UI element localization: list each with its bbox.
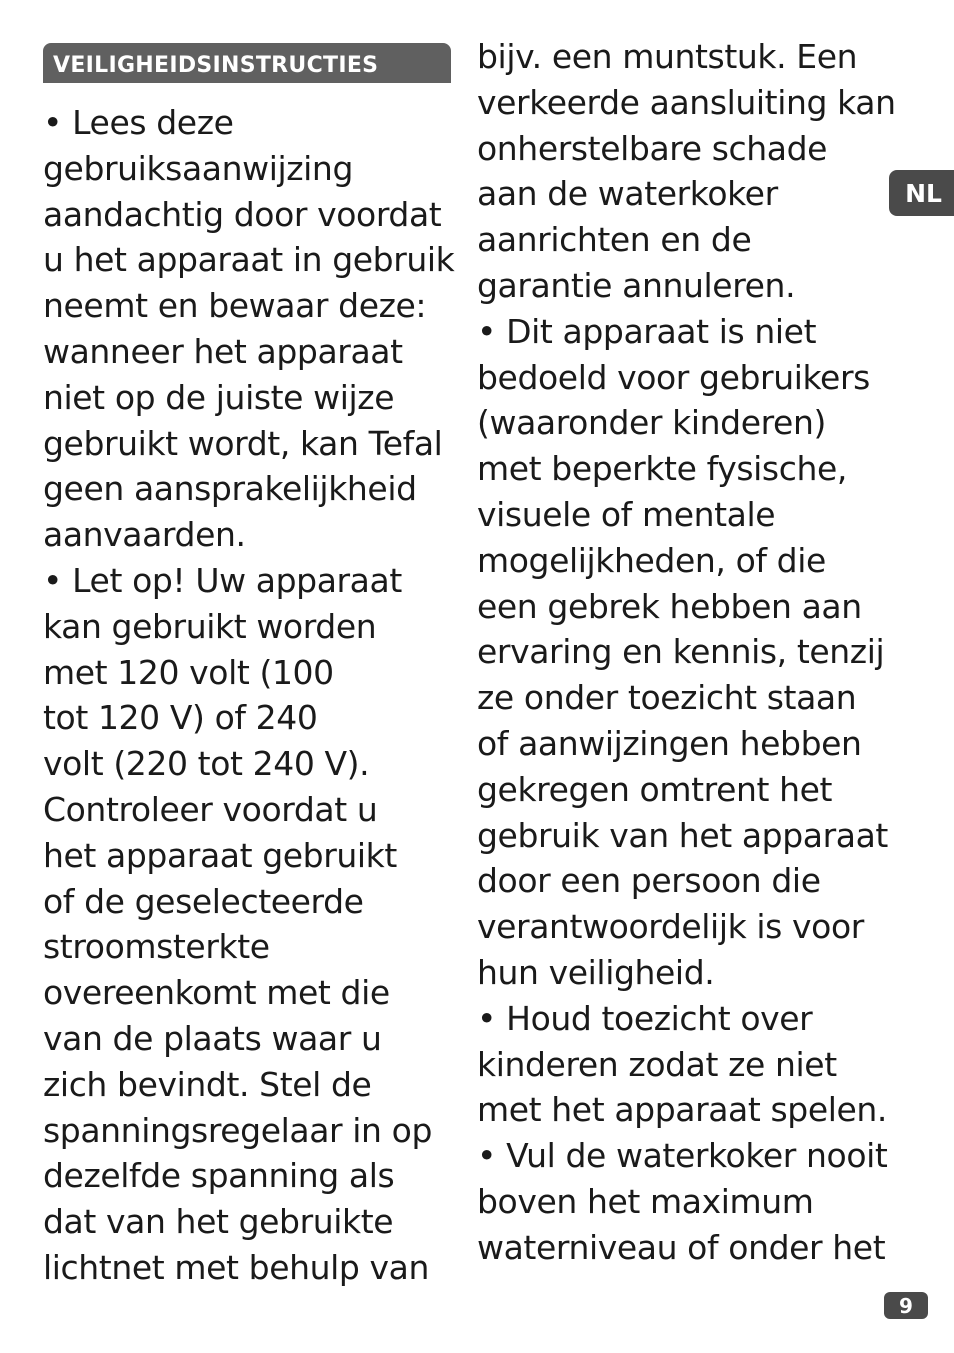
text-line: aan de waterkoker — [477, 174, 778, 214]
text-line: door een persoon die — [477, 861, 821, 901]
text-line: kinderen zodat ze niet — [477, 1044, 837, 1084]
text-line: garantie annuleren. — [477, 265, 796, 305]
text-line: zich bevindt. Stel de — [43, 1064, 372, 1104]
text-line: aanvaarden. — [43, 515, 246, 555]
text-line: verantwoordelijk is voor — [477, 907, 864, 947]
language-label: NL — [905, 178, 942, 208]
text-line: stroomsterkte — [43, 927, 270, 967]
text-line: bijv. een muntstuk. Een — [477, 37, 858, 76]
text-line: onherstelbare schade — [477, 128, 828, 168]
text-line: niet op de juiste wijze — [43, 377, 395, 417]
text-line: gebruikt wordt, kan Tefal — [43, 423, 443, 463]
text-line: • Let op! Uw apparaat — [43, 560, 402, 600]
section-title: VEILIGHEIDSINSTRUCTIES — [53, 52, 379, 78]
text-line: met het apparaat spelen. — [477, 1090, 888, 1130]
left-text-column — [43, 100, 453, 1291]
text-line: verkeerde aansluiting kan — [477, 82, 896, 122]
text-line: volt (220 tot 240 V). — [43, 744, 370, 784]
text-line: Controleer voordat u — [43, 789, 378, 829]
text-line: hun veiligheid. — [477, 952, 715, 992]
text-line: met 120 volt (100 — [43, 652, 334, 692]
text-line: boven het maximum — [477, 1181, 814, 1221]
text-line: met beperkte fysische, — [477, 449, 847, 489]
text-line: geen aansprakelijkheid — [43, 469, 417, 509]
page-number: 9 — [899, 1293, 913, 1318]
text-line: dat van het gebruikte — [43, 1202, 394, 1242]
text-line: • Vul de waterkoker nooit — [477, 1136, 888, 1176]
text-line: waterniveau of onder het — [477, 1227, 886, 1267]
text-line: een gebrek hebben aan — [477, 586, 862, 626]
text-line: dezelfde spanning als — [43, 1156, 395, 1196]
language-tab — [889, 170, 954, 216]
page-number-badge — [884, 1292, 928, 1319]
text-line: u het apparaat in gebruik — [43, 240, 455, 280]
text-line: lichtnet met behulp van — [43, 1247, 430, 1287]
text-line: • Lees deze — [43, 103, 234, 142]
text-line: gekregen omtrent het — [477, 769, 833, 809]
text-line: van de plaats waar u — [43, 1018, 382, 1058]
text-line: mogelijkheden, of die — [477, 540, 826, 580]
text-line: tot 120 V) of 240 — [43, 698, 318, 738]
right-text-column — [477, 34, 896, 1271]
section-header — [43, 43, 451, 83]
text-line: spanningsregelaar in op — [43, 1110, 432, 1150]
text-line: gebruik van het apparaat — [477, 815, 888, 855]
text-line: • Houd toezicht over — [477, 998, 813, 1038]
text-line: het apparaat gebruikt — [43, 835, 397, 875]
text-line: neemt en bewaar deze: — [43, 286, 427, 326]
text-line: gebruiksaanwijzing — [43, 148, 353, 188]
text-line: wanneer het apparaat — [43, 331, 403, 371]
text-line: bedoeld voor gebruikers — [477, 357, 870, 397]
text-line: aandachtig door voordat — [43, 194, 442, 234]
text-line: overeenkomt met die — [43, 973, 390, 1013]
text-line: aanrichten en de — [477, 220, 752, 260]
text-line: kan gebruikt worden — [43, 606, 377, 646]
text-line: • Dit apparaat is niet — [477, 311, 817, 351]
text-line: of aanwijzingen hebben — [477, 723, 862, 763]
text-line: visuele of mentale — [477, 494, 776, 534]
text-line: ze onder toezicht staan — [477, 678, 857, 718]
text-line: ervaring en kennis, tenzij — [477, 632, 885, 672]
text-line: (waaronder kinderen) — [477, 403, 826, 443]
text-line: of de geselecteerde — [43, 881, 364, 921]
